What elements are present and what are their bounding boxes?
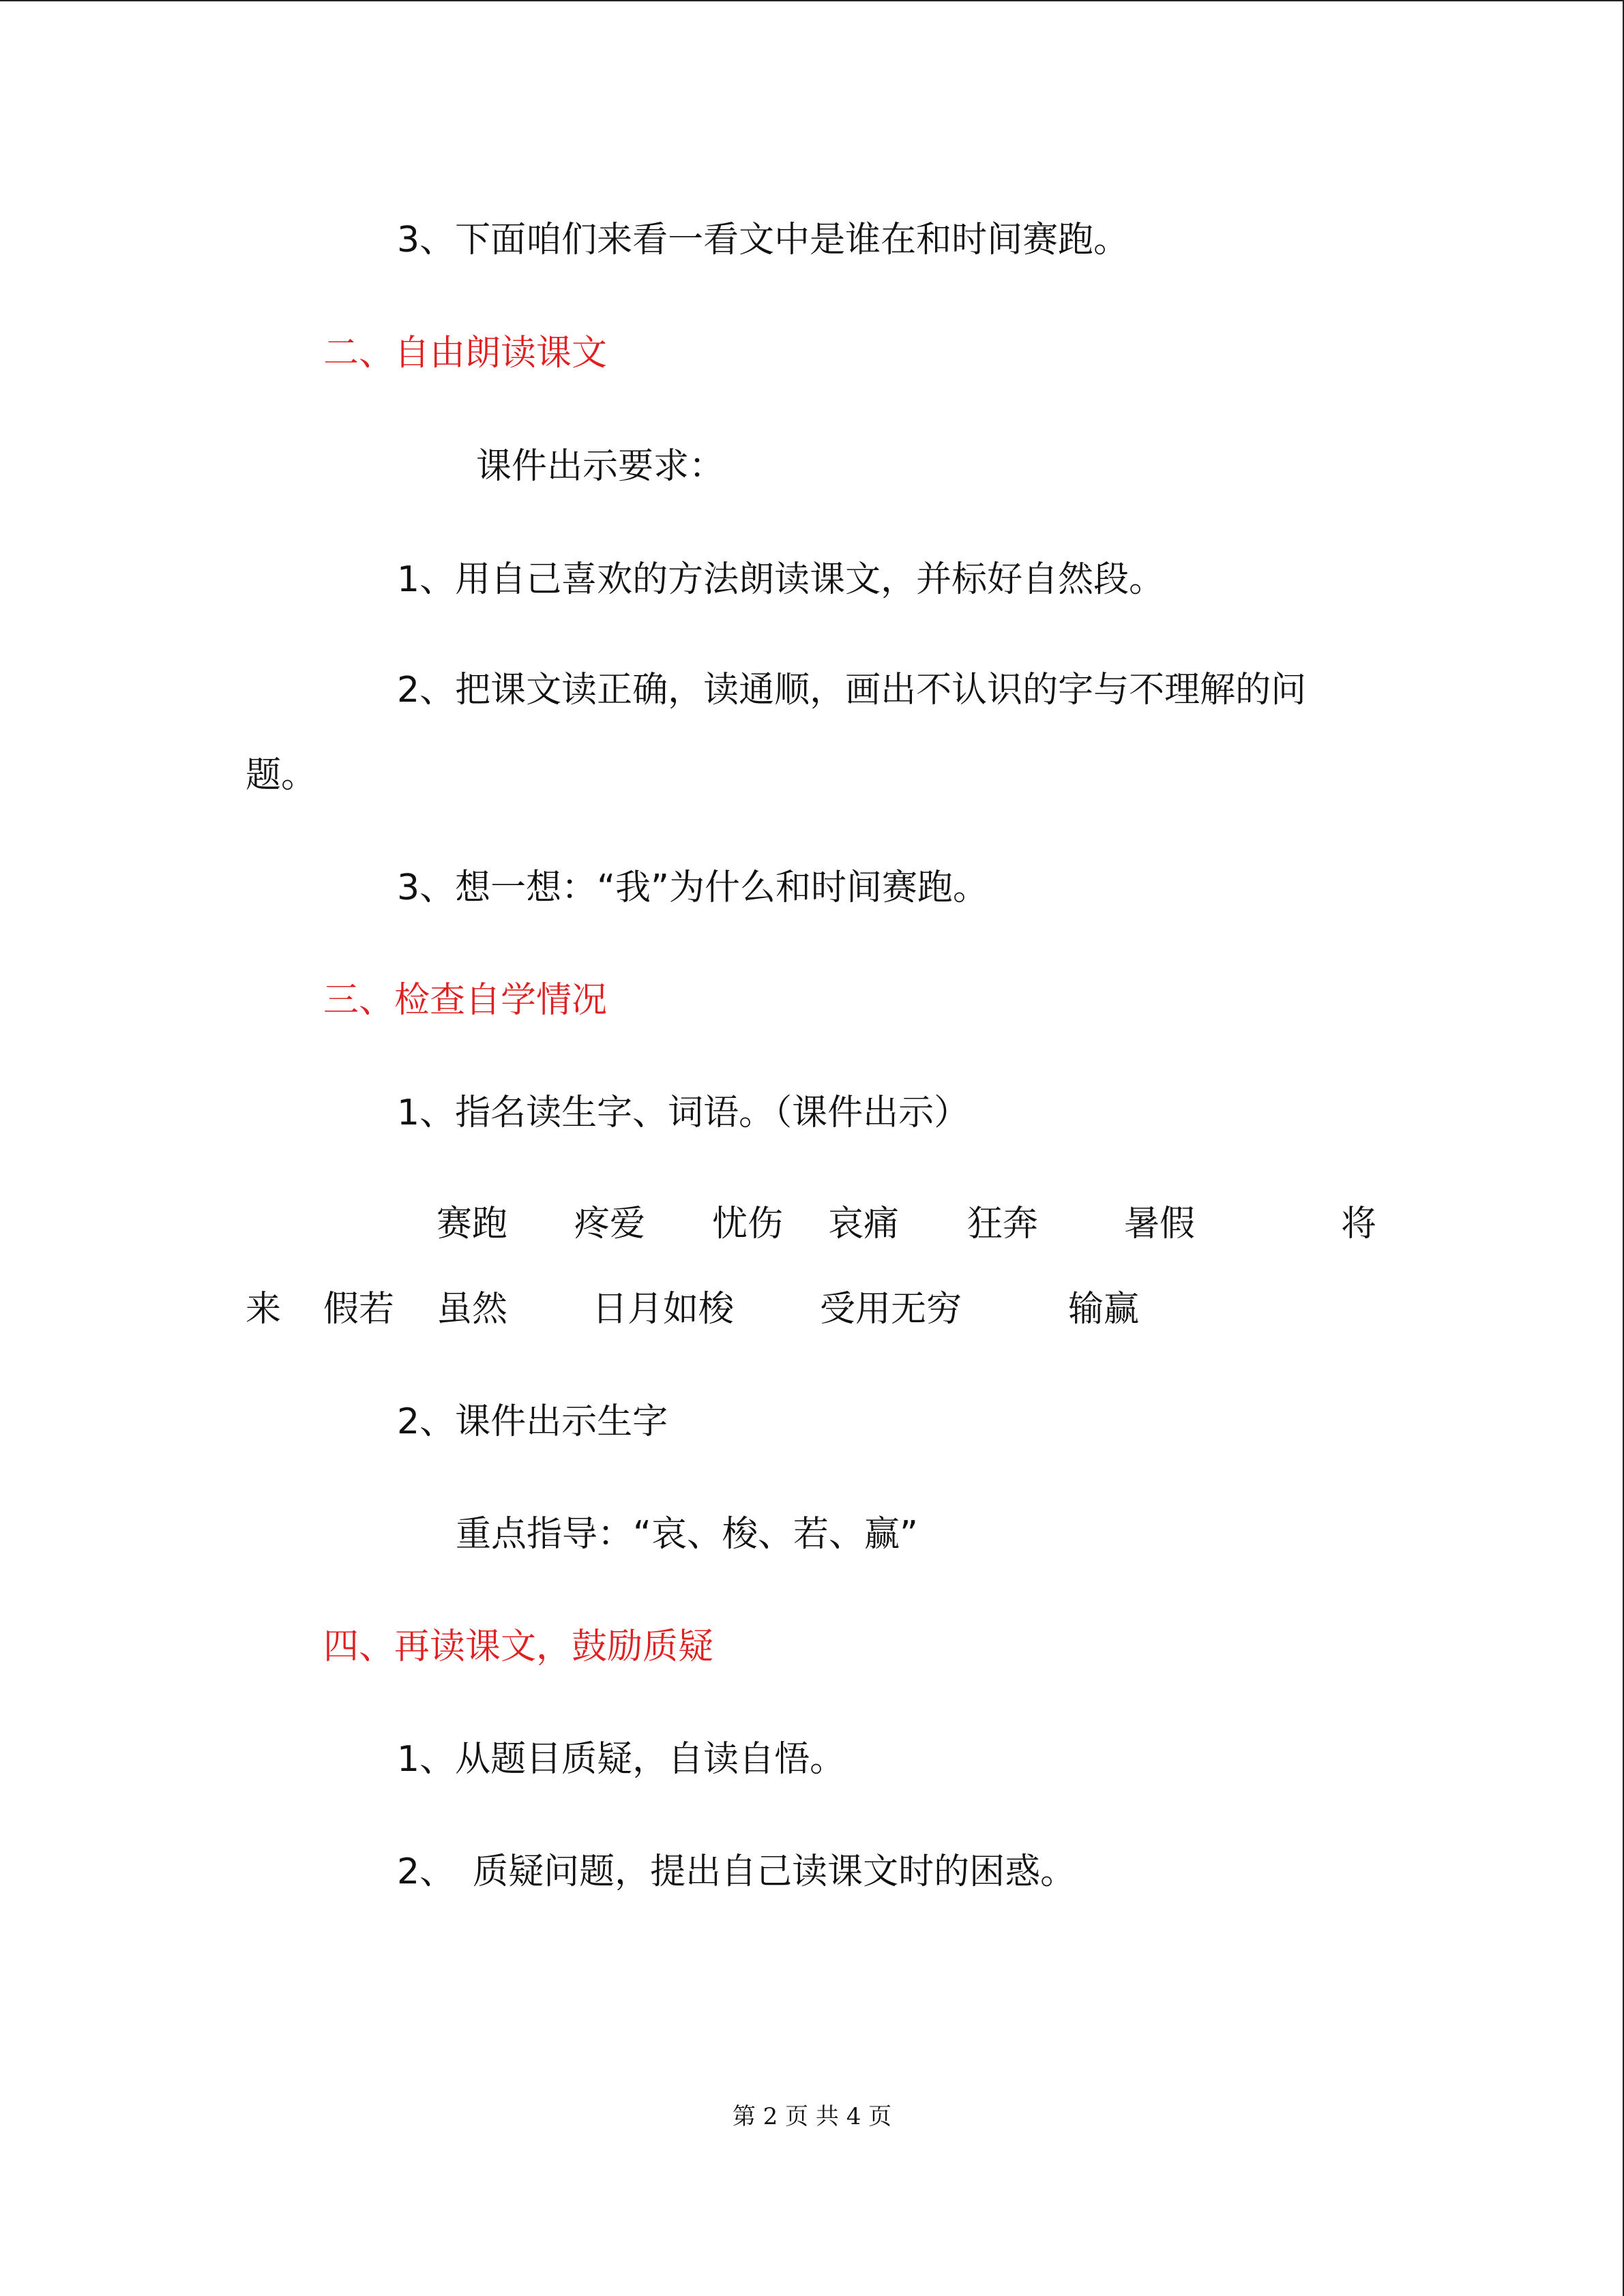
paragraph-line: 2、 质疑问题，提出自己读课文时的困惑。: [397, 1851, 1076, 1892]
vocab-word: 日月如梭: [592, 1289, 735, 1330]
vocab-word: 来: [246, 1289, 282, 1330]
vocab-word: 受用无穷: [820, 1289, 962, 1330]
paragraph-line: 1、指名读生字、词语。（课件出示）: [397, 1092, 970, 1133]
paragraph-line: 课件出示要求：: [476, 446, 725, 487]
paragraph-line: 3、想一想：“我”为什么和时间赛跑。: [397, 867, 988, 908]
paragraph-line: 3、下面咱们来看一看文中是谁在和时间赛跑。: [397, 220, 1130, 260]
paragraph-line: 2、课件出示生字: [397, 1401, 668, 1442]
section-heading-2: 二、自由朗读课文: [323, 333, 608, 374]
section-heading-3: 三、检查自学情况: [323, 980, 608, 1021]
paragraph-line: 1、用自己喜欢的方法朗读课文，并标好自然段。: [397, 559, 1165, 600]
vocab-word: 狂奔: [967, 1204, 1039, 1244]
paragraph-line: 1、从题目质疑，自读自悟。: [397, 1739, 846, 1780]
vocab-word: 输赢: [1068, 1289, 1140, 1330]
vocab-row-2: [0, 1289, 1624, 1616]
vocab-word: 忧伤: [712, 1204, 784, 1244]
vocab-word: 将: [1341, 1204, 1377, 1244]
vocab-word: 假若: [323, 1289, 395, 1330]
vocab-word: 赛跑: [437, 1204, 508, 1244]
paragraph-line: 2、把课文读正确，读通顺，画出不认识的字与不理解的问: [397, 670, 1307, 711]
paragraph-line: 重点指导：“哀、梭、若、赢”: [456, 1514, 918, 1555]
vocab-word: 哀痛: [828, 1204, 900, 1244]
vocab-word: 疼爱: [574, 1204, 646, 1244]
paragraph-line: 题。: [246, 755, 317, 796]
page-footer: 第 2 页 共 4 页: [732, 2103, 892, 2130]
vocab-word: 虽然: [437, 1289, 508, 1330]
vocab-word: 暑假: [1124, 1204, 1196, 1244]
section-heading-4: 四、再读课文，鼓励质疑: [323, 1626, 714, 1667]
